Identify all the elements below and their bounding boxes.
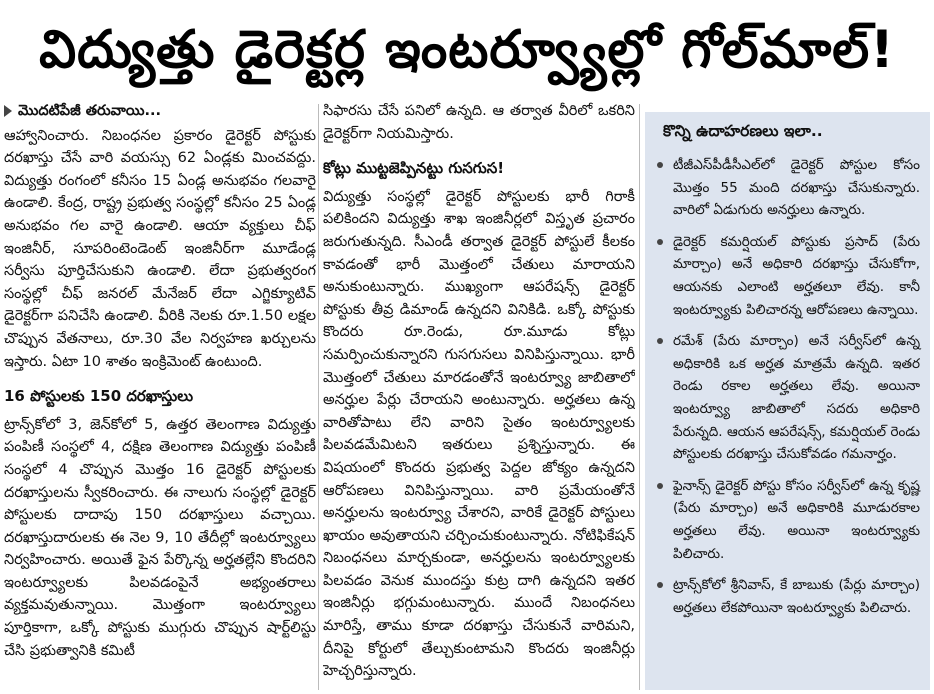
- list-item: [655, 231, 920, 321]
- list-item: [655, 330, 920, 466]
- headline: విద్యుత్తు డైరెక్టర్ల ఇంటర్వ్యూల్లో గోల్‌మాల్!: [39, 20, 895, 80]
- bullet-icon: [657, 582, 663, 588]
- sidebar-title: కొన్ని ఉదాహరణలు ఇలా..: [663, 122, 823, 140]
- list-item-text: డైరెక్టర్ కమర్షియల్ పోస్టుకు ప్రసాద్ (పేరు మార్చాం) అనే అధికారి దరఖాస్తు చేసుకోగా, ఆయనకు ఎలాంటి అర్హతలూ లేవు. కానీ ఇంటర్వ్యూకు పిలిచారన్న ఆరోపణలు ఉన్నాయి.: [673, 233, 920, 318]
- bullet-icon: [657, 338, 663, 344]
- article-column-2: [323, 100, 635, 694]
- examples-sidebar: [645, 112, 930, 690]
- continuation-text: మొదటిపేజీ తరువాయి...: [18, 103, 162, 119]
- examples-list: [655, 154, 920, 619]
- continuation-arrow-icon: [4, 105, 12, 117]
- list-item: [655, 475, 920, 565]
- paragraph: ఆహ్వానించారు. నిబంధనల ప్రకారం డైరెక్టర్ పోస్టుకు దరఖాస్తు చేసే వారి వయస్సు 62 ఏండ్లకు మించవద్దు. విద్యుత్తు రంగంలో కనీసం 15 ఏండ్ల అనుభవం గలవారై ఉండాలి. కేంద్ర, రాష్ట్ర ప్రభుత్వ సంస్థల్లో కనీసం 25 ఏండ్ల అనుభవం గల వారై ఉండాలి. ఆయా వ్యక్తులు చీఫ్ ఇంజినీర్, సూపరింటెండెంట్ ఇంజినీర్‌గా మూడేండ్ల సర్వీసు పూర్తిచేసుకుని ఉండాలి. లేదా ప్రభుత్వరంగ సంస్థల్లో చీఫ్ జనరల్ మేనేజర్ లేదా ఎగ్జిక్యూటివ్ డైరెక్టర్‌గా పనిచేసి ఉండాలి. వీరికి నెలకు రూ.1.50 లక్షల చొప్పున వేతనాలు, రూ.30 వేల నిర్వహణ ఖర్చులను ఇస్తారు. ఏటా 10 శాతం ఇంక్రిమెంట్ ఉంటుంది.: [4, 127, 316, 370]
- bullet-icon: [657, 239, 663, 245]
- paragraph: సిఫారసు చేసే పనిలో ఉన్నది. ఆ తర్వాత వీరిలో ఒకరిని డైరెక్టర్‌గా నియమిస్తారు.: [323, 103, 635, 142]
- bullet-icon: [657, 162, 663, 168]
- list-item-text: రమేశ్ (పేరు మార్చాం) అనే సర్వీస్‌లో ఉన్న అధికారికి ఒక అర్హత మాత్రమే ఉన్నది. ఇతర రెండు రకాల అర్హతలు లేవు. అయినా ఇంటర్వ్యూ జాబితాలో సదరు అధికారి పేరున్నది. ఆయన ఆపరేషన్స్, కమర్షియల్ రెండు పోస్టులకు దరఖాస్తు చేసుకోవడం గమనార్హం.: [673, 333, 920, 463]
- article-column-1: [4, 100, 316, 694]
- list-item-text: ఫైనాన్స్ డైరెక్టర్ పోస్టు కోసం సర్వీస్‌లో ఉన్న కృష్ణ (పేరు మార్చాం) అనే అధికారికి మూడురకాల అర్హతలు లేవు. అయినా ఇంటర్వ్యూకు పిలిచారు.: [673, 477, 920, 562]
- bullet-icon: [657, 483, 663, 489]
- list-item-text: టీజీఎస్‌పీడీసీఎల్‌లో డైరెక్టర్ పోస్టుల కోసం మొత్తం 55 మంది దరఖాస్తు చేసుకున్నారు. వారిలో ఏడుగురు అనర్హులు ఉన్నారు.: [673, 157, 920, 219]
- paragraph: ట్రాన్స్‌కోలో 3, జెన్‌కోలో 5, ఉత్తర తెలంగాణ విద్యుత్తు పంపిణీ సంస్థలో 4, దక్షిణ తెలంగాణ విద్యుత్తు పంపిణీ సంస్థలో 4 చొప్పున మొత్తం 16 డైరెక్టర్ పోస్టులకు దరఖాస్తులను స్వీకరించారు. ఈ నాలుగు సంస్థల్లో డైరెక్టర్ పోస్టులకు దాదాపు 150 దరఖాస్తులు వచ్చాయి. దరఖాస్తుదారులకు ఈ నెల 9, 10 తేదీల్లో ఇంటర్వ్యూలు నిర్వహించారు. అయితే ఫైన పేర్కొన్న అర్హతల్లేని కొందరిని ఇంటర్వ్యూలకు పిలవడంపైనే అభ్యంతరాలు వ్యక్తమవుతున్నాయి. మొత్తంగా ఇంటర్వ్యూలు పూర్తికాగా, ఒక్కో పోస్టుకు ముగ్గురు చొప్పున షార్ట్‌లిస్టు చేసి ప్రభుత్వానికి కమిటీ: [4, 416, 316, 659]
- paragraph: విద్యుత్తు సంస్థల్లో డైరెక్టర్ పోస్టులకు భారీ గిరాకీ పలికిందని విద్యుత్తు శాఖ ఇంజినీర్లలో విస్తృత ప్రచారం జరుగుతున్నది. సీఎండీ తర్వాత డైరెక్టర్ పోస్టులే కీలకం కావడంతో భారీ మొత్తంలో చేతులు మారాయని అనుకుంటున్నారు. ముఖ్యంగా ఆపరేషన్స్ డైరెక్టర్ పోస్టుకు తీవ్ర డిమాండ్ ఉన్నదని వినికిడి. ఒక్కో పోస్టుకు కొందరు రూ.రెండు, రూ.మూడు కోట్లు సమర్పించుకున్నారని గుసగుసలు వినిపిస్తున్నాయి. భారీ మొత్తంలో చేతులు మారడంతోనే ఇంటర్వ్యూ జాబితాలో అనర్హుల పేర్లు చేరాయని అంటున్నారు. అర్హతలు ఉన్న వారితోపాటు లేని వారిని సైతం ఇంటర్వ్యూలకు పిలవడమేమిటని ఇతరులు ప్రశ్నిస్తున్నారు. ఈ విషయంలో కొందరు ప్రభుత్వ పెద్దల జోక్యం ఉన్నదని ఆరోపణలు వినిపిస్తున్నాయి. వారి ప్రమేయంతోనే అనర్హులను ఇంటర్వ్యూ చేశారని, వారికే డైరెక్టర్ పోస్టులు ఖాయం అవుతాయని చర్చించుకుంటున్నారు. నోటిఫికేషన్ నిబంధనలు మార్చకుండా, అనర్హులను ఇంటర్వ్యూలకు పిలవడం వెనుక ముందస్తు కుట్ర దాగి ఉన్నదని ఇతర ఇంజినీర్లు భగ్గుమంటున్నారు. ముందే నిబంధనలు మారిస్తే, తాము కూడా దరఖాస్తు చేసుకునే వారిమని, దీనిపై కోర్టులో తేల్చుకుంటామని కొందరు ఇంజినీర్లు హెచ్చరిస్తున్నారు.: [323, 188, 635, 680]
- list-item: [655, 154, 920, 222]
- subheading: 16 పోస్టులకు 150 దరఖాస్తులు: [4, 387, 194, 406]
- column-divider: [639, 104, 640, 690]
- list-item: [655, 574, 920, 619]
- subheading: కోట్లు ముట్టజెప్పినట్టు గుసగుస!: [323, 159, 505, 178]
- list-item-text: ట్రాన్స్‌కోలో శ్రీనివాస్, కే బాబుకు (పేర్లు మార్చాం) అర్హతలు లేకపోయినా ఇంటర్వ్యూకు పిలిచారు.: [673, 577, 920, 616]
- continuation-label: [4, 100, 316, 123]
- column-divider: [318, 104, 319, 690]
